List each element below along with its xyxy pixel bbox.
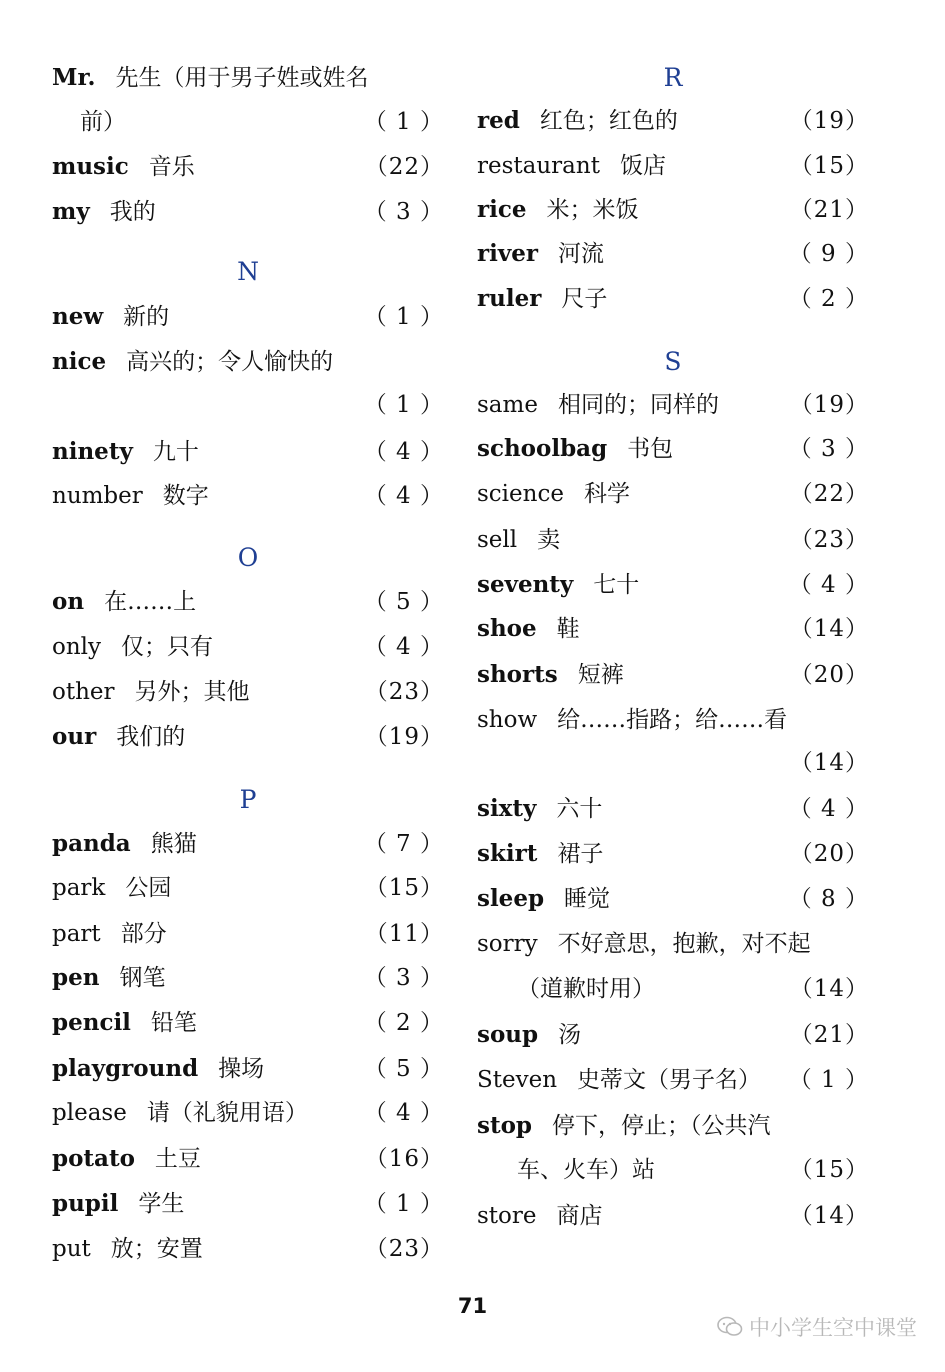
entry-page-ref: （19） [789,108,869,134]
entry-page-ref: （ 4 ） [363,439,444,465]
entry-page-ref: （19） [789,392,869,418]
entry-word: on [52,588,85,615]
entry-meaning: 放；安置 [110,1236,203,1262]
entry-meaning: 仅；只有 [121,634,214,660]
entry-meaning: 七十 [593,572,640,598]
entry-meaning: 尺子 [561,286,608,312]
entry-word: other [52,679,115,705]
entry-page-ref: （ 8 ） [788,886,869,912]
entry-word: red [477,107,520,134]
entry-page-ref: （22） [789,481,869,507]
glossary-entry-continuation [477,967,869,1011]
glossary-entry [477,787,869,831]
entry-word: show [477,707,538,733]
glossary-entry [477,518,869,562]
entry-page-ref: （14） [789,1203,869,1229]
entry-page-ref: （15） [789,1157,869,1183]
entry-word: pen [52,964,100,991]
entry-meaning: 新的 [123,304,170,330]
glossary-entry [477,1194,869,1238]
glossary-entry [52,912,444,956]
page-number: 71 [457,1294,488,1318]
entry-meaning: 科学 [583,481,630,507]
entry-word: sixty [477,795,537,822]
glossary-entry [52,715,444,759]
glossary-entry [52,670,444,714]
entry-meaning: 相同的；同样的 [557,392,719,418]
entry-word: number [52,483,143,509]
entry-page-ref: （22） [364,154,444,180]
glossary-entry [52,625,444,669]
entry-word: nice [52,348,107,375]
entry-page-ref: （ 1 ） [363,304,444,330]
glossary-entry [477,1058,869,1102]
entry-meaning: 铅笔 [150,1010,197,1036]
entry-word: our [52,723,97,750]
glossary-entry [477,698,869,742]
entry-word: ninety [52,438,133,465]
glossary-entry [52,145,444,189]
entry-meaning: 钢笔 [119,965,166,991]
entry-word: Mr. [52,64,96,91]
entry-word: new [52,303,104,330]
glossary-entry [477,427,869,471]
entry-meaning: 另外；其他 [134,679,250,705]
entry-page-ref: （23） [364,679,444,705]
glossary-entry [477,144,869,188]
glossary-entry [52,1182,444,1226]
entry-page-ref: （ 1 ） [363,1191,444,1217]
glossary-entry [52,295,444,339]
glossary-entry [52,1227,444,1271]
section-letter: N [237,257,259,286]
entry-word: soup [477,1021,539,1048]
entry-word: skirt [477,840,538,867]
glossary-entry [477,1013,869,1057]
entry-page-ref: （ 4 ） [363,634,444,660]
entry-meaning: 我的 [109,199,156,225]
entry-word: Steven [477,1067,558,1093]
entry-meaning: 鞋 [556,616,580,642]
entry-page-ref: （ 1 ） [363,109,444,135]
entry-word: panda [52,830,131,857]
entry-word: only [52,634,102,660]
glossary-entry [52,1091,444,1135]
glossary-entry [52,340,444,384]
entry-word: put [52,1236,91,1262]
entry-meaning: 操场 [218,1056,265,1082]
entry-word: seventy [477,571,574,598]
glossary-entry [477,1104,869,1148]
glossary-entry [52,474,444,518]
glossary-entry [52,1047,444,1091]
glossary-entry [477,277,869,321]
entry-meaning: 九十 [152,439,199,465]
entry-page-ref: （ 7 ） [363,831,444,857]
entry-page-ref: （ 5 ） [363,589,444,615]
entry-page-ref: （15） [789,153,869,179]
watermark [717,1312,917,1342]
entry-page-ref: （ 4 ） [363,1100,444,1126]
glossary-entry [477,472,869,516]
glossary-entry [477,922,869,966]
entry-page-ref: （ 1 ） [788,1067,869,1093]
glossary-entry-continuation [477,1148,869,1192]
glossary-entry [52,190,444,234]
section-letter: O [237,543,259,572]
entry-word: pencil [52,1009,131,1036]
entry-meaning: 音乐 [148,154,195,180]
entry-word: schoolbag [477,435,608,462]
glossary-entry [477,232,869,276]
entry-page-ref: （14） [789,750,869,776]
glossary-entry [477,563,869,607]
entry-word: pupil [52,1190,119,1217]
entry-meaning: 裙子 [557,841,604,867]
glossary-entry [52,56,444,100]
entry-page-ref: （ 1 ） [363,392,444,418]
entry-page-ref: （ 2 ） [363,1010,444,1036]
entry-meaning: 我们的 [116,724,186,750]
entry-word: part [52,921,101,947]
entry-meaning: 河流 [557,241,604,267]
section-letter: R [663,63,683,92]
entry-page-ref: （19） [364,724,444,750]
glossary-entry [52,956,444,1000]
entry-word: rice [477,196,527,223]
entry-meaning: 不好意思，抱歉，对不起 [557,931,811,957]
glossary-entry [52,1137,444,1181]
glossary-entry [477,99,869,143]
entry-page-ref: （20） [789,841,869,867]
entry-meaning: 卖 [537,527,561,553]
entry-page-ref: （16） [364,1146,444,1172]
entry-page-ref: （ 2 ） [788,286,869,312]
entry-meaning: 史蒂文（男子名） [577,1067,762,1093]
entry-meaning: 高兴的；令人愉快的 [126,349,334,375]
entry-meaning: 公园 [125,875,172,901]
entry-meaning: 六十 [556,796,603,822]
entry-word: potato [52,1145,135,1172]
entry-meaning: 请（礼貌用语） [146,1100,308,1126]
entry-page-ref: （ 4 ） [363,483,444,509]
entry-page-ref: （ 4 ） [788,572,869,598]
entry-page-ref: （15） [364,875,444,901]
glossary-entry [52,1001,444,1045]
glossary-entry [477,653,869,697]
entry-word: playground [52,1055,199,1082]
entry-word: shoe [477,615,537,642]
entry-meaning: 商店 [556,1203,603,1229]
entry-word: sleep [477,885,545,912]
entry-meaning-continued: 前） [80,109,126,135]
entry-page-ref: （20） [789,662,869,688]
entry-meaning-continued: （道歉时用） [517,976,655,1002]
glossary-entry [477,877,869,921]
entry-meaning: 停下，停止；（公共汽 [552,1113,771,1139]
entry-word: shorts [477,661,558,688]
entry-meaning: 书包 [627,436,674,462]
glossary-entry [52,580,444,624]
glossary-entry-continuation [52,100,444,144]
entry-page-ref: （21） [789,1022,869,1048]
wechat-icon [717,1316,743,1338]
entry-meaning: 在……上 [104,589,197,615]
entry-meaning: 学生 [138,1191,185,1217]
entry-meaning: 睡觉 [564,886,611,912]
entry-word: restaurant [477,153,600,179]
glossary-entry [477,383,869,427]
entry-meaning: 给……指路；给……看 [557,707,788,733]
entry-word: science [477,481,564,507]
entry-word: same [477,392,538,418]
glossary-entry-continuation [52,383,444,427]
entry-meaning: 土豆 [154,1146,201,1172]
entry-meaning-continued: 车、火车）站 [517,1157,655,1183]
glossary-entry [477,188,869,232]
glossary-entry [52,822,444,866]
glossary-entry-continuation [477,741,869,785]
entry-word: park [52,875,106,901]
entry-page-ref: （14） [789,616,869,642]
entry-meaning: 红色；红色的 [539,108,678,134]
entry-meaning: 先生（用于男子姓或姓名 [115,65,369,91]
entry-meaning: 饭店 [619,153,666,179]
entry-meaning: 短裤 [577,662,624,688]
entry-page-ref: （ 3 ） [363,199,444,225]
glossary-entry [477,832,869,876]
entry-page-ref: （11） [364,921,444,947]
entry-page-ref: （ 4 ） [788,796,869,822]
entry-word: please [52,1100,127,1126]
entry-meaning: 数字 [162,483,209,509]
entry-page-ref: （21） [789,197,869,223]
entry-page-ref: （23） [789,527,869,553]
entry-page-ref: （ 5 ） [363,1056,444,1082]
glossary-entry [52,866,444,910]
entry-page-ref: （14） [789,976,869,1002]
entry-word: ruler [477,285,542,312]
entry-word: music [52,153,129,180]
section-letter: S [664,347,682,376]
glossary-entry [477,607,869,651]
entry-word: stop [477,1112,532,1139]
entry-word: my [52,198,90,225]
entry-word: sorry [477,931,538,957]
section-letter: P [239,785,257,814]
entry-page-ref: （ 3 ） [363,965,444,991]
entry-meaning: 汤 [558,1022,582,1048]
entry-meaning: 部分 [120,921,167,947]
entry-page-ref: （23） [364,1236,444,1262]
entry-meaning: 熊猫 [150,831,197,857]
glossary-entry [52,430,444,474]
entry-word: store [477,1203,537,1229]
entry-page-ref: （ 3 ） [788,436,869,462]
entry-word: river [477,240,538,267]
entry-page-ref: （ 9 ） [788,241,869,267]
entry-meaning: 米；米饭 [546,197,639,223]
watermark-text: 中小学生空中课堂 [749,1316,917,1340]
entry-word: sell [477,527,518,553]
